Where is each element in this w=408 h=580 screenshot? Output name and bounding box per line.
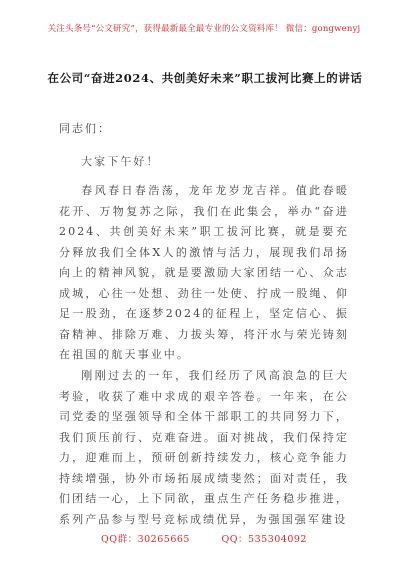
salutation: 同志们： <box>59 122 111 135</box>
footer-qq-group: QQ群：30265665 <box>101 534 190 545</box>
paragraph-intro <box>59 181 349 366</box>
footer-qq: QQ：535304092 <box>221 534 307 545</box>
paragraph-text: 春风春日春浩荡，龙年龙岁龙吉祥。值此春暖花开、万物复苏之际，我们在此集会，举办“奋进2024、共创美好未来”职工拔河比赛，就是要充分释放我们全体X人的激情与活力，展现我们昂扬向上的精神风貌，就是要激励大家团结一心、众志成城，心往一处想、劲往一处使、拧成一股绳、仰足一股劲，在逐梦2024的征程上，坚定信心、振奋精神、排除万难、力拔头筹，将汗水与荣光铸刻在祖国的航天事业中。 <box>59 184 349 361</box>
paragraph-greeting <box>59 152 349 173</box>
paragraph-text: 刚刚过去的一年，我们经历了风高浪急的巨大考验，收获了难中求成的艰辛答卷。一年来，在公司党委的坚强领导和全体干部职工的共同努力下，我们顶压前行、克难奋进。面对挑战，我们保持定力，迎难而上，预研创新持续发力，核心竞争能力持续增强，协外市场拓展成绩斐然；面对责任，我们团结一心，上下同欲，重点生产任务稳步推进，系列产品参与型号竞标成绩优异，为强国强军建设 <box>59 369 349 526</box>
footer-contacts <box>0 531 408 545</box>
document-title: 在公司“奋进2024、共创美好未来”职工拔河比赛上的讲话 <box>47 71 363 85</box>
header-banner: 关注头条号“公文研究”，获得最新最全最专业的公文资料库！ 微信：gongwenyj <box>47 24 361 34</box>
paragraph-review <box>59 366 349 530</box>
paragraph-text: 大家下午好！ <box>81 155 160 168</box>
